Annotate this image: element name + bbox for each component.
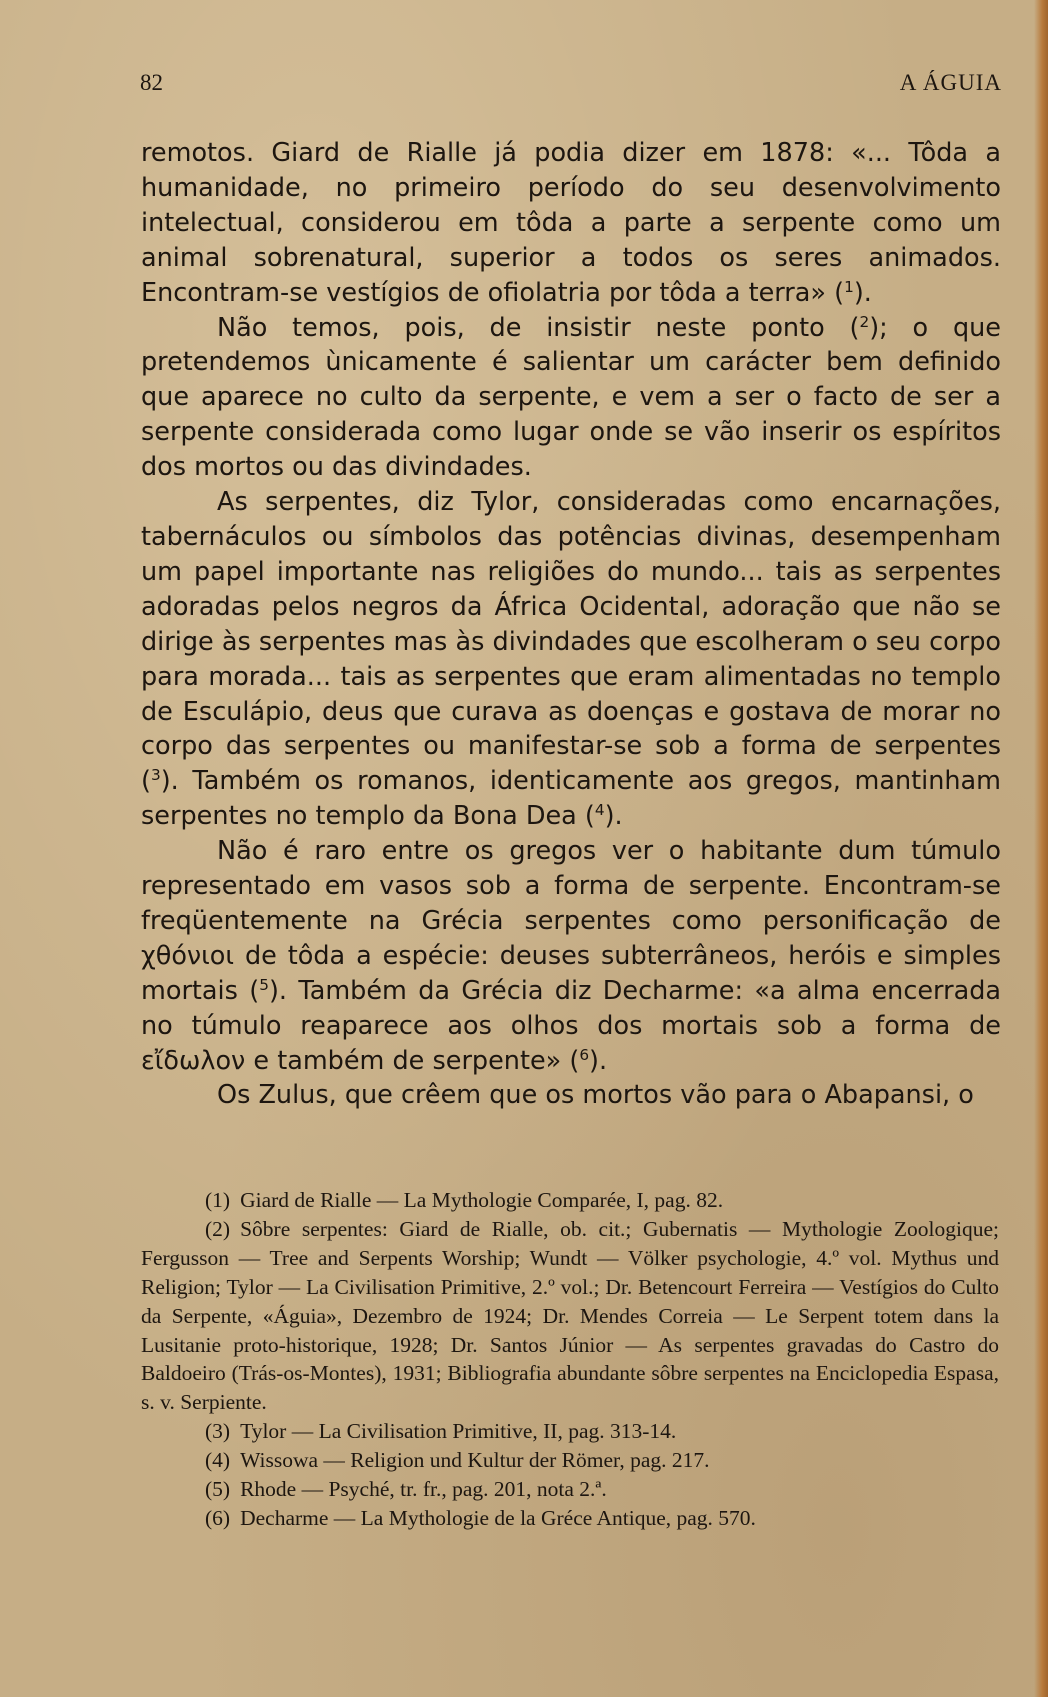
paragraph-4: Não é raro entre os gregos ver o habitante dum túmulo representado em vasos sob a forma de serpente. Encontram-se freqüentemente na Grécia serpentes como personificação de χθόνιοι de tôda a espécie: deuses subterrâneos, heróis e simples mortais ($^5$). Também da Grécia diz Decharme: «a alma encerrada no túmulo reaparece aos olhos dos mortais sob a forma de εἴδωλον e também de serpente» ($^6$). xyxy=(141,836,1002,1076)
footnote-5: (5) Rhode — Psyché, tr. fr., pag. 201, nota 2.ª. xyxy=(205,1477,607,1502)
footnote-marker: (4) xyxy=(205,1448,231,1473)
footnote-marker: (6) xyxy=(205,1505,231,1530)
paragraph-2: Não temos, pois, de insistir neste ponto ($^2$); o que pretendemos ùnicamente é salientar um carácter bem definido que aparece no culto da serpente, e vem a ser o facto de ser a serpente considerada como lugar onde se vão inserir os espíritos dos mortos ou das divindades. xyxy=(141,312,1001,483)
footnote-1: (1) Giard de Rialle — La Mythologie Comparée, I, pag. 82. xyxy=(205,1188,724,1212)
paragraph-5: Os Zulus, que crêem que os mortos vão para o Abapansi, o xyxy=(217,1080,974,1111)
footnote-marker: (3) xyxy=(205,1419,231,1444)
footnote-marker: (2) xyxy=(205,1216,231,1241)
footnote-ref-2: 2 xyxy=(859,312,870,331)
footnote-marker: (5) xyxy=(205,1477,231,1502)
running-title: A ÁGUIA xyxy=(899,70,1002,95)
footnote-6: (6) Decharme — La Mythologie de la Gréce Antique, pag. 570. xyxy=(205,1505,756,1530)
footnote-marker: (1) xyxy=(205,1188,231,1212)
main-text xyxy=(141,136,1001,1113)
footnotes xyxy=(141,1186,999,1533)
footnote-ref-1: 1 xyxy=(844,277,854,296)
footnote-ref-3: 3 xyxy=(150,766,161,785)
footnote-3: (3) Tylor — La Civilisation Primitive, II, pag. 313-14. xyxy=(205,1419,677,1444)
paragraph-3: As serpentes, diz Tylor, consideradas como encarnações, tabernáculos ou símbolos das potências divinas, desempenham um papel importante nas religiões do mundo... tais as serpentes adoradas pelos negros da África Ocidental, adoração que não se dirige às serpentes mas às divindades que escolheram o seu corpo para morada... tais as serpentes que eram alimentadas no templo de Esculápio, deus que curava as doenças e gostava de morar no corpo das serpentes ou manifestar-se sob a forma de serpentes ($^3$). Também os romanos, identicamente aos gregos, mantinham serpentes no templo da Bona Dea ($^4$). xyxy=(141,487,1001,832)
page-edge-shadow xyxy=(1034,0,1048,1697)
page-number: 82 xyxy=(140,70,163,95)
footnote-ref-5: 5 xyxy=(259,975,269,994)
paragraph-1: remotos. Giard de Rialle já podia dizer em 1878: «... Tôda a humanidade, no primeiro período do seu desenvolvimento intelectual, considerou em tôda a parte a serpente como um animal sobrenatural, superior a todos os seres animados. Encontram-se vestígios de ofiolatria por tôda a terra» ($^1$). xyxy=(141,138,1001,308)
footnote-ref-4: 4 xyxy=(594,801,605,820)
footnote-4: (4) Wissowa — Religion und Kultur der Römer, pag. 217. xyxy=(205,1448,710,1473)
footnote-ref-6: 6 xyxy=(579,1045,590,1064)
page-header xyxy=(140,70,1002,102)
footnote-2: (2) Sôbre serpentes: Giard de Rialle, ob. cit.; Gubernatis — Mythologie Zoologique; Fergusson — Tree and Serpents Worship; Wundt — Völker psychologie, 4.º vol. Mythus und Religion; Tylor — La Civilisation Primitive, 2.º vol.; Dr. Betencourt Ferreira — Vestígios do Culto da Serpente, «Águia», Dezembro de 1924; Dr. Mendes Correia — Le Serpent totem dans la Lusitanie proto-historique, 1928; Dr. Santos Júnior — As serpentes gravadas do Castro do Baldoeiro (Trás-os-Montes), 1931; Bibliografia abundante sôbre serpentes na Enciclopedia Espasa, s. v. Serpiente. xyxy=(141,1216,999,1415)
